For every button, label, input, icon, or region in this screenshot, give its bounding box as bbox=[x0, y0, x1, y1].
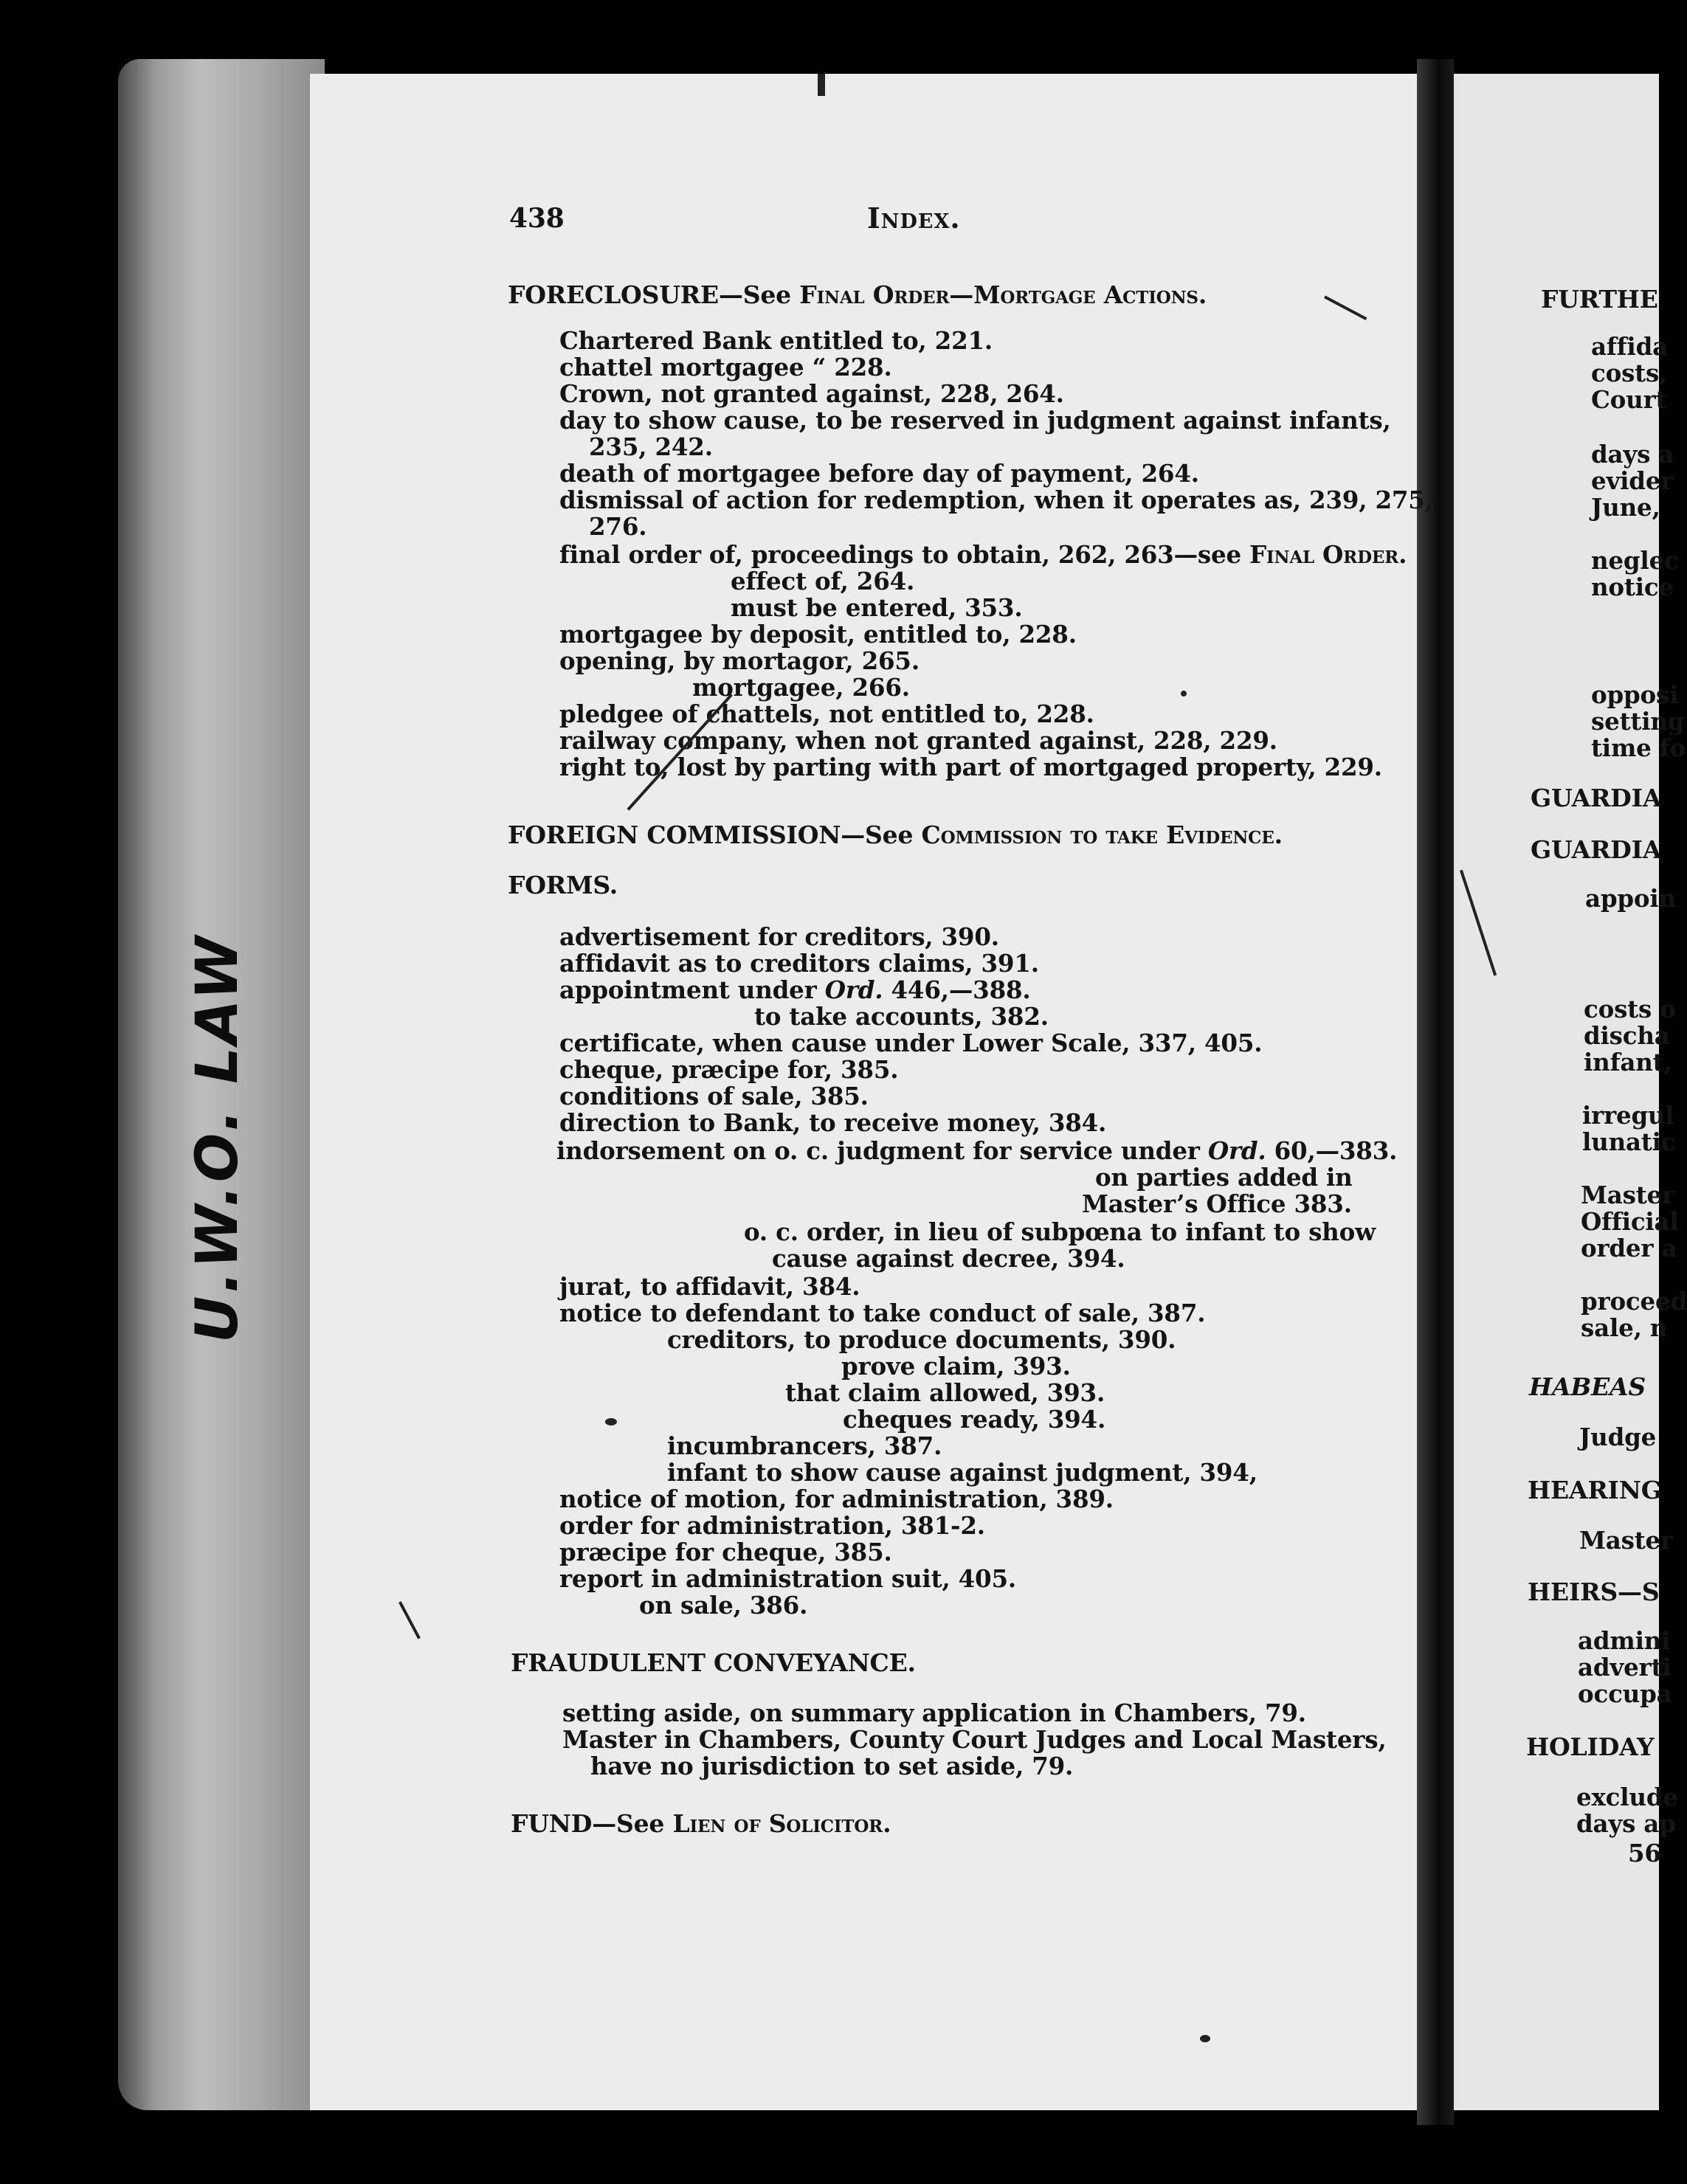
right-page-line: Court bbox=[1591, 385, 1667, 414]
subentry-nested: on sale, 386. bbox=[639, 1591, 808, 1620]
subentry: notice of motion, for administration, 389. bbox=[559, 1485, 1114, 1513]
subentry-continuation: 276. bbox=[589, 512, 647, 541]
subentry-nested: that claim allowed, 393. bbox=[785, 1378, 1105, 1407]
scan-smudge bbox=[818, 74, 825, 96]
right-page-heading: HEARING bbox=[1528, 1476, 1662, 1504]
right-page-line: admini bbox=[1578, 1626, 1671, 1655]
spine-label: U.W.O. LAW bbox=[184, 933, 251, 1343]
right-page-line: opposi bbox=[1591, 680, 1679, 709]
subentry: Chartered Bank entitled to, 221. bbox=[559, 326, 993, 355]
page-gutter bbox=[1417, 59, 1454, 2125]
subentry-nested: cause against decree, 394. bbox=[772, 1244, 1125, 1273]
right-page-line: discha bbox=[1584, 1021, 1670, 1050]
right-page-line: occupa bbox=[1578, 1679, 1672, 1708]
right-page-heading: HEIRS—S bbox=[1528, 1577, 1660, 1606]
subentry: appointment under Ord. 446,—388. bbox=[559, 975, 1031, 1004]
right-page-line: costs o bbox=[1584, 995, 1676, 1023]
subentry-nested: on parties added in bbox=[1095, 1163, 1353, 1192]
right-page-line: order a bbox=[1581, 1234, 1677, 1262]
right-page-line: Judge bbox=[1579, 1423, 1657, 1451]
right-page-line: costs, bbox=[1591, 359, 1668, 387]
subentry: affidavit as to creditors claims, 391. bbox=[559, 949, 1039, 978]
subentry-continuation: have no jurisdiction to set aside, 79. bbox=[590, 1752, 1074, 1780]
entry-heading-forms: FORMS. bbox=[508, 871, 618, 899]
subentry: advertisement for creditors, 390. bbox=[559, 922, 999, 951]
subentry: railway company, when not granted against, 228, 229. bbox=[559, 726, 1277, 755]
right-page-line: appoin bbox=[1585, 884, 1676, 913]
right-page-heading: HOLIDAY bbox=[1526, 1732, 1655, 1761]
right-page-line: Official bbox=[1581, 1207, 1679, 1236]
subentry: opening, by mortagor, 265. bbox=[559, 646, 920, 675]
subentry: cheque, præcipe for, 385. bbox=[559, 1055, 899, 1084]
right-page-line: lunatic bbox=[1582, 1127, 1676, 1156]
subentry: conditions of sale, 385. bbox=[559, 1082, 869, 1110]
right-page-line: setting bbox=[1591, 707, 1685, 736]
subentry-nested: to take accounts, 382. bbox=[754, 1002, 1049, 1031]
subentry: day to show cause, to be reserved in judgment against infants, bbox=[559, 406, 1391, 435]
subentry-nested: incumbrancers, 387. bbox=[667, 1431, 942, 1460]
right-page-line: sale, n bbox=[1581, 1313, 1668, 1342]
entry-heading-fund: FUND—See Lien of Solicitor. bbox=[511, 1809, 891, 1838]
subentry: direction to Bank, to receive money, 384. bbox=[559, 1108, 1107, 1137]
right-page-line: exclude bbox=[1576, 1783, 1678, 1811]
running-head: Index. bbox=[867, 201, 961, 235]
subentry-nested: infant to show cause against judgment, 394, bbox=[667, 1458, 1258, 1487]
right-page-line: irregul bbox=[1582, 1101, 1674, 1130]
subentry: notice to defendant to take conduct of sale, 387. bbox=[559, 1299, 1206, 1327]
entry-heading-fraudulent-conveyance: FRAUDULENT CONVEYANCE. bbox=[511, 1648, 916, 1677]
right-page-line: notice bbox=[1591, 573, 1674, 601]
subentry-nested: cheques ready, 394. bbox=[843, 1405, 1106, 1434]
subentry-nested: creditors, to produce documents, 390. bbox=[667, 1325, 1176, 1354]
subentry: mortgagee by deposit, entitled to, 228. bbox=[559, 620, 1077, 649]
right-page-heading: FURTHE bbox=[1541, 285, 1658, 314]
right-page-line: 56 bbox=[1628, 1839, 1661, 1867]
subentry: right to, lost by parting with part of mortgaged property, 229. bbox=[559, 753, 1382, 781]
subentry: chattel mortgagee “ 228. bbox=[559, 353, 892, 381]
subentry: certificate, when cause under Lower Scale, 337, 405. bbox=[559, 1029, 1263, 1057]
right-page-line: time fo bbox=[1591, 733, 1686, 762]
ink-speck bbox=[605, 1418, 617, 1426]
right-page-line: adverti bbox=[1578, 1653, 1672, 1682]
subentry: death of mortgagee before day of payment, 264. bbox=[559, 459, 1199, 488]
subentry: jurat, to affidavit, 384. bbox=[559, 1272, 860, 1301]
subentry: setting aside, on summary application in Chambers, 79. bbox=[562, 1699, 1306, 1727]
subentry-continuation: 235, 242. bbox=[589, 432, 713, 461]
subentry-nested: must be entered, 353. bbox=[731, 593, 1023, 622]
subentry: præcipe for cheque, 385. bbox=[559, 1538, 892, 1566]
right-page-line: June, bbox=[1591, 493, 1660, 522]
right-page-line: neglec bbox=[1591, 546, 1679, 575]
right-page-line: evider bbox=[1591, 466, 1674, 495]
subentry: final order of, proceedings to obtain, 262, 263—see Final Order. bbox=[559, 540, 1407, 569]
subentry: indorsement on o. c. judgment for service under Ord. 60,—383. bbox=[556, 1136, 1398, 1165]
right-page-line: proceed bbox=[1581, 1287, 1687, 1316]
subentry: report in administration suit, 405. bbox=[559, 1564, 1016, 1593]
subentry: order for administration, 381-2. bbox=[559, 1511, 985, 1540]
subentry-nested: effect of, 264. bbox=[731, 567, 915, 595]
ink-speck bbox=[1200, 2035, 1210, 2042]
subentry-nested: Master’s Office 383. bbox=[1082, 1189, 1352, 1218]
right-page-heading: HABEAS bbox=[1529, 1372, 1646, 1401]
right-page-line: Master bbox=[1581, 1181, 1674, 1209]
page-number: 438 bbox=[509, 203, 565, 234]
subentry-nested: o. c. order, in lieu of subpœna to infant to show bbox=[744, 1217, 1376, 1246]
entry-heading-foreign-commission: FOREIGN COMMISSION—See Commission to take Evidence. bbox=[508, 820, 1283, 849]
right-page-heading: GUARDIA bbox=[1531, 784, 1662, 812]
right-page-line: days ap bbox=[1576, 1809, 1676, 1838]
subentry: Crown, not granted against, 228, 264. bbox=[559, 379, 1064, 408]
ink-speck bbox=[1181, 691, 1187, 697]
subentry: pledgee of chattels, not entitled to, 228. bbox=[559, 699, 1094, 728]
right-page-line: days a bbox=[1591, 440, 1674, 469]
right-page-heading: GUARDIA bbox=[1531, 835, 1662, 864]
subentry: dismissal of action for redemption, when it operates as, 239, 275, bbox=[559, 485, 1433, 514]
right-page-line: affida bbox=[1591, 332, 1668, 361]
right-page-line: infant, bbox=[1584, 1048, 1672, 1077]
entry-heading-foreclosure: FORECLOSURE—See Final Order—Mortgage Actions. bbox=[508, 280, 1207, 309]
right-page-line: Master bbox=[1579, 1526, 1673, 1555]
subentry-nested: mortgagee, 266. bbox=[692, 673, 910, 702]
subentry-nested: prove claim, 393. bbox=[841, 1352, 1071, 1380]
subentry: Master in Chambers, County Court Judges and Local Masters, bbox=[562, 1725, 1387, 1754]
